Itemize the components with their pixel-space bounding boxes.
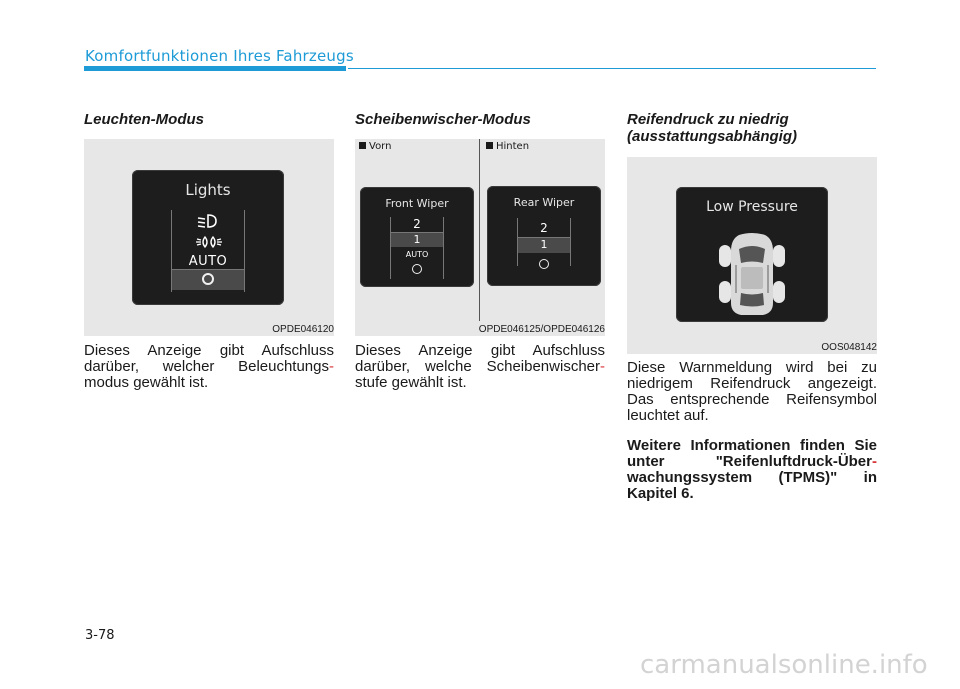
heading-lights-mode: Leuchten-Modus (84, 111, 204, 128)
lights-auto-label: AUTO (188, 254, 228, 269)
front-wiper-off-icon (412, 264, 422, 274)
header-accent-bar (84, 66, 346, 71)
low-pressure-title: Low Pressure (706, 199, 798, 215)
front-wiper-auto: AUTO (405, 250, 429, 259)
figure-code: OPDE046125/OPDE046126 (478, 324, 605, 335)
figure-divider (479, 139, 480, 321)
lights-panel-title: Lights (185, 181, 231, 199)
figure-code: OOS048142 (821, 342, 877, 353)
header-rule (348, 68, 876, 69)
rear-wiper-title: Rear Wiper (513, 196, 575, 209)
figure-code: OPDE046120 (272, 324, 334, 335)
watermark: carmanualsonline.info (640, 650, 928, 680)
front-wiper-panel: Front Wiper 2 1 AUTO (360, 187, 474, 287)
rear-wiper-off-icon (539, 259, 549, 269)
section-title: Komfortfunktionen Ihres Fahrzeugs (85, 47, 354, 65)
figure-lights-display (84, 139, 334, 336)
legend-rear: Hinten (486, 141, 529, 152)
heading-low-tire-pressure: Reifendruck zu niedrig (ausstattungsabhängig) (627, 111, 798, 145)
parking-lights-icon (194, 233, 224, 251)
figure-low-pressure-display (627, 157, 877, 354)
low-beam-icon (194, 212, 222, 230)
front-wiper-title: Front Wiper (385, 197, 449, 210)
paragraph-lights: Dieses Anzeige gibt Aufschluss darüber, welcher Beleuchtungs- modus gewählt ist. (84, 342, 334, 391)
paragraph-wiper: Dieses Anzeige gibt Aufschluss darüber, welche Scheibenwischer- stufe gewählt ist. (355, 342, 605, 391)
legend-front: Vorn (359, 141, 391, 152)
low-pressure-panel (676, 187, 828, 322)
paragraph-low-pressure: Diese Warnmeldung wird bei zu niedrigem Reifendruck angezeigt. Das entsprechende Reifensymbol leuchtet auf. (627, 359, 877, 424)
figure-wiper-display (355, 139, 605, 336)
car-top-view-tire-icon (717, 231, 787, 317)
page-number: 3-78 (85, 628, 115, 643)
paragraph-tpms-reference: Weitere Informationen finden Sie unter "Reifenluftdruck-Über- wachungssystem (TPMS)" in Kapitel 6. (627, 437, 877, 502)
lights-off-icon (202, 273, 214, 285)
rear-wiper-panel: Rear Wiper 2 1 (487, 186, 601, 286)
lights-panel (132, 170, 284, 305)
heading-wiper-mode: Scheibenwischer-Modus (355, 111, 531, 128)
